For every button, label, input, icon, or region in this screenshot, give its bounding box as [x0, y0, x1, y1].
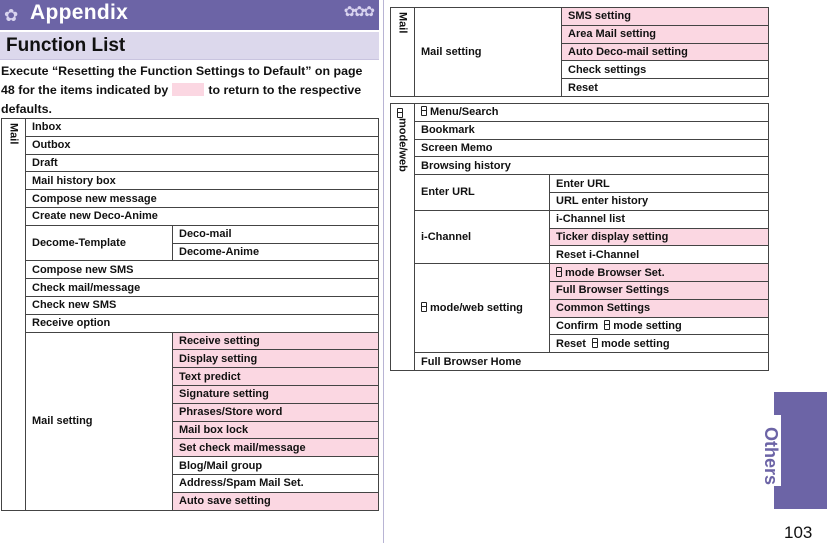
imode-icon	[397, 108, 403, 118]
table-row: Browsing history	[415, 157, 769, 175]
table-row: Signature setting	[173, 385, 379, 403]
table-row: Decome-Template	[26, 225, 173, 261]
imode-icon	[421, 106, 427, 116]
table-row: Create new Deco-Anime	[26, 207, 379, 225]
table-row: Draft	[26, 154, 379, 172]
table-row: Outbox	[26, 136, 379, 154]
table-row: Mail setting	[415, 8, 562, 97]
intro-part-2: to return to the respective defaults.	[1, 83, 362, 116]
section-header	[0, 32, 379, 60]
table-row: Screen Memo	[415, 139, 769, 157]
table-row: Ticker display setting	[550, 228, 769, 246]
imode-group-label: mode/web	[396, 108, 410, 172]
mail-group-cell	[2, 119, 26, 511]
mail-function-table	[1, 118, 379, 511]
table-row: Mail history box	[26, 172, 379, 190]
table-row: Compose new SMS	[26, 261, 379, 279]
flower-icon: ✿	[4, 6, 19, 25]
imode-icon	[604, 320, 610, 330]
table-row: Receive option	[26, 314, 379, 332]
others-tab-label: Others	[774, 392, 827, 509]
mail-group-label: Mail	[396, 12, 409, 34]
table-row: Decome-Anime	[173, 243, 379, 261]
table-row: mode/web setting	[415, 264, 550, 353]
table-row: Check new SMS	[26, 296, 379, 314]
table-row: Compose new message	[26, 190, 379, 208]
table-row: Common Settings	[550, 299, 769, 317]
table-row: Enter URL	[415, 175, 550, 211]
section-title: Function List	[6, 35, 126, 56]
table-row: Reset	[562, 79, 769, 97]
table-row: Text predict	[173, 368, 379, 386]
table-row: Reset mode setting	[550, 335, 769, 353]
highlight-swatch	[172, 83, 204, 96]
table-row: Auto save setting	[173, 492, 379, 510]
table-row: URL enter history	[550, 192, 769, 210]
intro-text	[1, 62, 378, 119]
table-row: Check mail/message	[26, 279, 379, 297]
imode-icon	[421, 302, 427, 312]
table-row: Set check mail/message	[173, 439, 379, 457]
table-row: Auto Deco-mail setting	[562, 43, 769, 61]
table-row: Mail setting	[26, 332, 173, 510]
imode-icon	[592, 338, 598, 348]
page-number: 103	[784, 523, 813, 542]
table-row: Full Browser Settings	[550, 281, 769, 299]
imode-function-table	[390, 103, 769, 371]
table-row: Confirm mode setting	[550, 317, 769, 335]
table-row: Area Mail setting	[562, 25, 769, 43]
table-row: Check settings	[562, 61, 769, 79]
intro-part-1: Execute “Resetting the Function Settings to Default” on page 48 for the items indicated by	[1, 64, 363, 97]
table-row: i-Channel list	[550, 210, 769, 228]
table-row: Full Browser Home	[415, 353, 769, 371]
table-row: Inbox	[26, 119, 379, 137]
table-row: Deco-mail	[173, 225, 379, 243]
table-row: Mail box lock	[173, 421, 379, 439]
table-row: Display setting	[173, 350, 379, 368]
appendix-header	[0, 0, 379, 30]
mail-function-table-continued	[390, 7, 769, 97]
table-row: Blog/Mail group	[173, 457, 379, 475]
table-row: Menu/Search	[415, 104, 769, 122]
table-row: Phrases/Store word	[173, 403, 379, 421]
mail-group-label: Mail	[7, 123, 20, 145]
table-row: Receive setting	[173, 332, 379, 350]
table-row: Address/Spam Mail Set.	[173, 474, 379, 492]
table-row: SMS setting	[562, 8, 769, 26]
column-divider	[383, 0, 384, 543]
page-title: Appendix	[30, 1, 129, 24]
table-row: mode Browser Set.	[550, 264, 769, 282]
table-row: Enter URL	[550, 175, 769, 193]
flower-cluster-icon: ✿✿✿	[343, 3, 373, 19]
table-row: Bookmark	[415, 121, 769, 139]
mail-group-cell	[391, 8, 415, 97]
table-row: i-Channel	[415, 210, 550, 263]
imode-group-cell	[391, 104, 415, 371]
imode-icon	[556, 267, 562, 277]
table-row: Reset i-Channel	[550, 246, 769, 264]
